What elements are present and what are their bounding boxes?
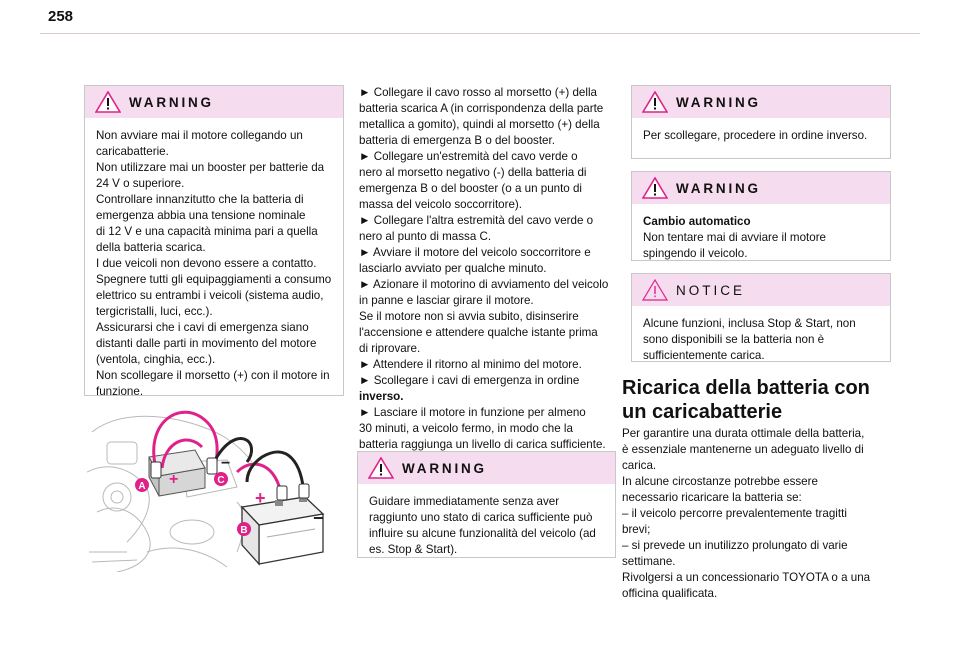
label-b bbox=[237, 522, 251, 536]
warning-icon bbox=[642, 91, 668, 113]
text-line: Per scollegare, procedere in ordine inverso. bbox=[643, 129, 868, 142]
text-line: metallica a gomito), quindi al morsetto (+) della bbox=[359, 118, 600, 131]
section-title-line: un caricabatterie bbox=[622, 401, 783, 423]
notice-body bbox=[632, 306, 890, 364]
notice-header bbox=[632, 274, 890, 306]
plus-sign-a: + bbox=[169, 471, 179, 488]
text-line: distanti dalle parti in movimento del motore bbox=[96, 337, 317, 350]
label-c bbox=[214, 472, 228, 486]
text-line: ► Collegare l'altra estremità del cavo verde o bbox=[359, 214, 594, 227]
warning-body bbox=[85, 118, 343, 400]
warning-icon bbox=[642, 177, 668, 199]
text-line: Rivolgersi a un concessionario TOYOTA o a una bbox=[622, 571, 871, 584]
jump-start-diagram bbox=[87, 402, 342, 572]
warning-title: WARNING bbox=[129, 94, 214, 110]
text-line: batteria raggiunga un livello di carica sufficiente. bbox=[359, 438, 606, 451]
text-line: elettrico su entrambi i veicoli (sistema audio, bbox=[96, 289, 324, 302]
text-line: Non scollegare il morsetto (+) con il motore in bbox=[96, 369, 330, 382]
notice-icon bbox=[642, 279, 668, 301]
text-line: funzione. bbox=[96, 385, 144, 398]
label-a-text: A bbox=[138, 481, 146, 492]
warning-body bbox=[632, 118, 890, 144]
text-line: caricabatterie. bbox=[96, 145, 169, 158]
text-line: I due veicoli non devono essere a contatto. bbox=[96, 257, 317, 270]
text-line: settimane. bbox=[622, 555, 676, 568]
text-line: batteria di emergenza B o del booster. bbox=[359, 134, 555, 147]
minus-sign-b: − bbox=[313, 508, 324, 528]
text-line: in panne e lasciar girare il motore. bbox=[359, 294, 534, 307]
text-line: lasciarlo avviato per qualche minuto. bbox=[359, 262, 547, 275]
section-body bbox=[622, 426, 897, 602]
text-line: Spegnere tutti gli equipaggiamenti a consumo bbox=[96, 273, 332, 286]
text-line: – il veicolo percorre prevalentemente tragitti bbox=[622, 507, 847, 520]
warning-header bbox=[358, 452, 615, 484]
text-line: ► Azionare il motorino di avviamento del veicolo bbox=[359, 278, 609, 291]
text-line: Non tentare mai di avviare il motore bbox=[643, 231, 827, 244]
text-line: influire su alcune funzionalità del veicolo (ad bbox=[369, 527, 596, 540]
warning-body bbox=[632, 204, 890, 262]
text-line: Controllare innanzitutto che la batteria di bbox=[96, 193, 304, 206]
text-line: massa del veicolo soccorritore). bbox=[359, 198, 523, 211]
text-line: ► Scollegare i cavi di emergenza in ordine bbox=[359, 374, 580, 387]
text-line: Per garantire una durata ottimale della batteria, bbox=[622, 427, 865, 440]
section-title-line: Ricarica della batteria con bbox=[622, 377, 870, 399]
text-line: 24 V o superiore. bbox=[96, 177, 185, 190]
warning-title: WARNING bbox=[676, 180, 761, 196]
page-number: 258 bbox=[48, 8, 74, 25]
label-b-text: B bbox=[240, 525, 248, 536]
text-line: es. Stop & Start). bbox=[369, 543, 458, 556]
text-line: ► Collegare un'estremità del cavo verde o bbox=[359, 150, 578, 163]
text-line: carica. bbox=[622, 459, 657, 472]
label-c-text: C bbox=[217, 475, 225, 486]
warning-body bbox=[358, 484, 615, 558]
text-line: necessario ricaricare la batteria se: bbox=[622, 491, 802, 504]
minus-sign-a: − bbox=[221, 455, 231, 472]
text-line: brevi; bbox=[622, 523, 651, 536]
warning-box-1 bbox=[84, 85, 344, 396]
text-line: raggiunto uno stato di carica sufficiente può bbox=[369, 511, 593, 524]
text-line: ► Lasciare il motore in funzione per almeno bbox=[359, 406, 586, 419]
text-line: ► Collegare il cavo rosso al morsetto (+) della bbox=[359, 86, 597, 99]
text-line: emergenza B o del booster (o a un punto di bbox=[359, 182, 583, 195]
text-line: batteria scarica A (in corrispondenza della parte bbox=[359, 102, 604, 115]
text-line: inverso. bbox=[359, 390, 404, 403]
text-line: nero al morsetto negativo (-) della batteria di bbox=[359, 166, 587, 179]
text-line: è essenziale mantenerne un adeguato livello di bbox=[622, 443, 864, 456]
text-line: emergenza abbia una tensione nominale bbox=[96, 209, 306, 222]
text-line: Se il motore non si avvia subito, disinserire bbox=[359, 310, 579, 323]
text-line: nero al punto di massa C. bbox=[359, 230, 492, 243]
plus-sign-b: + bbox=[255, 488, 266, 508]
text-line: l'accensione e attendere qualche istante prima bbox=[359, 326, 598, 339]
warning-box-4 bbox=[631, 171, 891, 261]
warning-header bbox=[85, 86, 343, 118]
text-line: tergicristalli, luci, ecc.). bbox=[96, 305, 213, 318]
text-line: di riprovare. bbox=[359, 342, 421, 355]
text-line: ► Attendere il ritorno al minimo del motore. bbox=[359, 358, 582, 371]
warning-icon bbox=[368, 457, 394, 479]
text-line: ► Avviare il motore del veicolo soccorritore e bbox=[359, 246, 591, 259]
text-line: (ventola, cinghia, ecc.). bbox=[96, 353, 216, 366]
warning-title: WARNING bbox=[676, 94, 761, 110]
warning-header bbox=[632, 172, 890, 204]
header-rule bbox=[40, 33, 920, 34]
text-line: di 12 V e una capacità minima pari a quella bbox=[96, 225, 318, 238]
text-line: Alcune funzioni, inclusa Stop & Start, non bbox=[643, 317, 856, 330]
text-line: 30 minuti, a veicolo fermo, in modo che la bbox=[359, 422, 573, 435]
text-line: Guidare immediatamente senza aver bbox=[369, 495, 560, 508]
warning-icon bbox=[95, 91, 121, 113]
label-a bbox=[135, 478, 149, 492]
text-line: Non utilizzare mai un booster per batterie da bbox=[96, 161, 325, 174]
warning-title: WARNING bbox=[402, 460, 487, 476]
text-line: Assicurarsi che i cavi di emergenza siano bbox=[96, 321, 309, 334]
warning-header bbox=[632, 86, 890, 118]
warning-box-2 bbox=[357, 451, 616, 558]
warning-box-3 bbox=[631, 85, 891, 159]
text-line: officina qualificata. bbox=[622, 587, 718, 600]
text-line: Non avviare mai il motore collegando un bbox=[96, 129, 303, 142]
text-line: sufficientemente carica. bbox=[643, 349, 765, 362]
text-line: In alcune circostanze potrebbe essere bbox=[622, 475, 818, 488]
text-line: spingendo il veicolo. bbox=[643, 247, 748, 260]
procedure-steps bbox=[359, 85, 621, 453]
section-title bbox=[622, 376, 892, 424]
text-line: sono disponibili se la batteria non è bbox=[643, 333, 825, 346]
notice-box bbox=[631, 273, 891, 362]
text-line: della batteria scarica. bbox=[96, 241, 206, 254]
notice-title: NOTICE bbox=[676, 282, 746, 298]
box-subtitle: Cambio automatico bbox=[643, 215, 751, 228]
text-line: – si prevede un inutilizzo prolungato di varie bbox=[622, 539, 848, 552]
